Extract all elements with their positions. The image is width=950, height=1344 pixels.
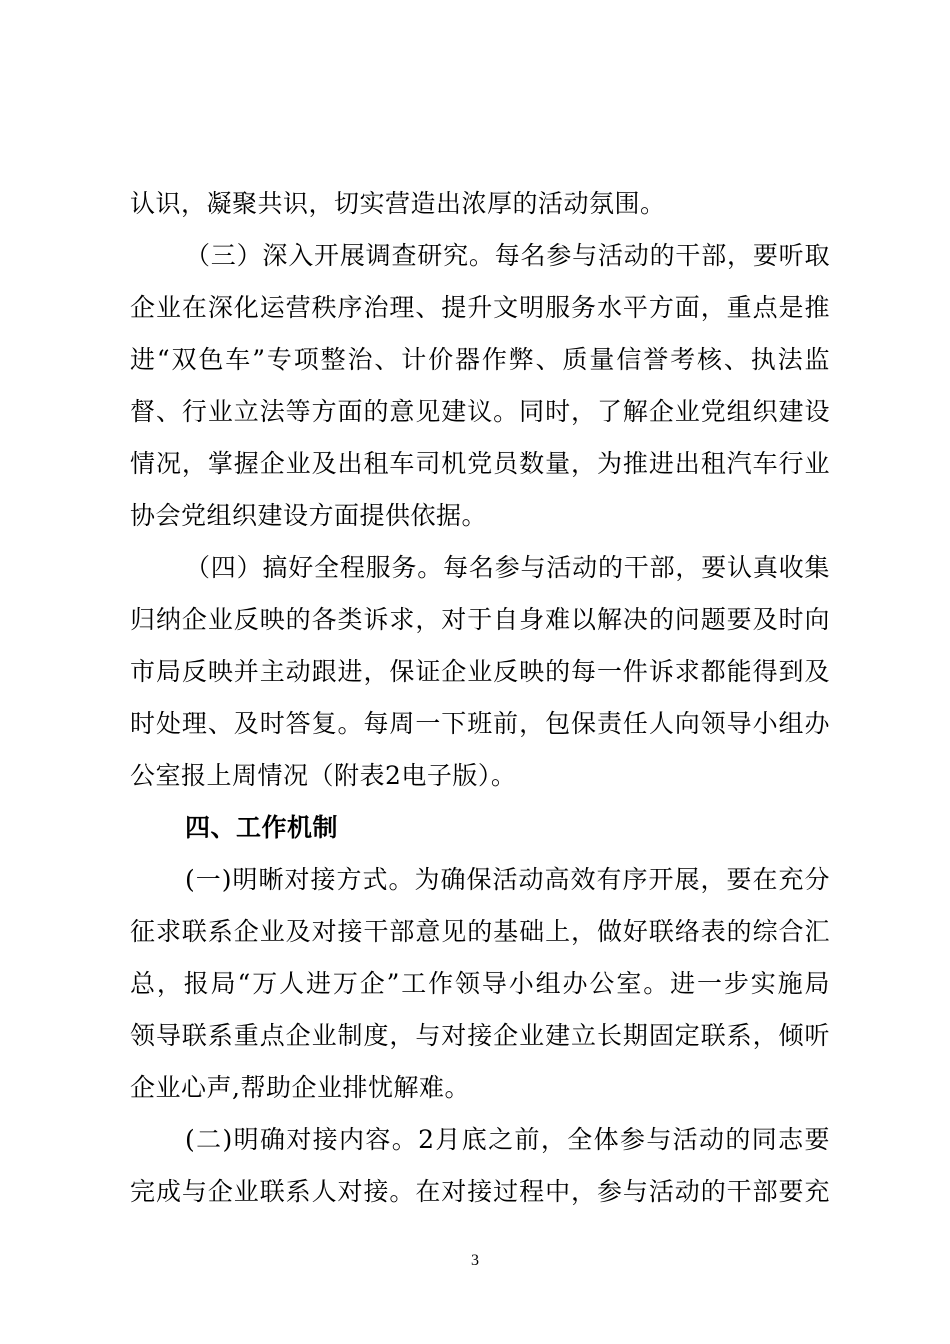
text-line: 进“双色车”专项整治、计价器作弊、质量信誉考核、执法监 [130, 345, 830, 374]
text-line: 企业心声,帮助企业排忧解难。 [130, 1073, 470, 1102]
text-line: 公室报上周情况（附表2电子版）。 [130, 761, 517, 790]
text-line: 领导联系重点企业制度，与对接企业建立长期固定联系，倾听 [130, 1021, 830, 1050]
text-line: 总，报局“万人进万企”工作领导小组办公室。进一步实施局 [130, 969, 830, 998]
text-line: 归纳企业反映的各类诉求，对于自身难以解决的问题要及时向 [130, 605, 830, 634]
text-line: 市局反映并主动跟进，保证企业反映的每一件诉求都能得到及 [130, 657, 830, 686]
text-line: 情况，掌握企业及出租车司机党员数量，为推进出租汽车行业 [130, 449, 830, 478]
paragraph-start-line: (一)明晰对接方式。为确保活动高效有序开展，要在充分 [185, 865, 830, 894]
page-number: 3 [471, 1252, 479, 1269]
text-line: 企业在深化运营秩序治理、提升文明服务水平方面，重点是推 [130, 293, 830, 322]
text-line: 认识，凝聚共识，切实营造出浓厚的活动氛围。 [130, 189, 666, 218]
text-line: 完成与企业联系人对接。在对接过程中，参与活动的干部要充 [130, 1177, 830, 1206]
text-line: 时处理、及时答复。每周一下班前，包保责任人向领导小组办 [130, 709, 830, 738]
text-line: 协会党组织建设方面提供依据。 [130, 501, 488, 530]
paragraph-start-line: （三）深入开展调查研究。每名参与活动的干部，要听取 [185, 241, 830, 270]
section-heading: 四、工作机制 [185, 813, 339, 842]
paragraph-start-line: (二)明确对接内容。2月底之前，全体参与活动的同志要 [185, 1125, 830, 1154]
document-body [130, 178, 830, 1218]
text-line: 征求联系企业及对接干部意见的基础上，做好联络表的综合汇 [130, 917, 830, 946]
paragraph-start-line: （四）搞好全程服务。每名参与活动的干部，要认真收集 [185, 553, 830, 582]
text-line: 督、行业立法等方面的意见建议。同时，了解企业党组织建设 [130, 397, 830, 426]
